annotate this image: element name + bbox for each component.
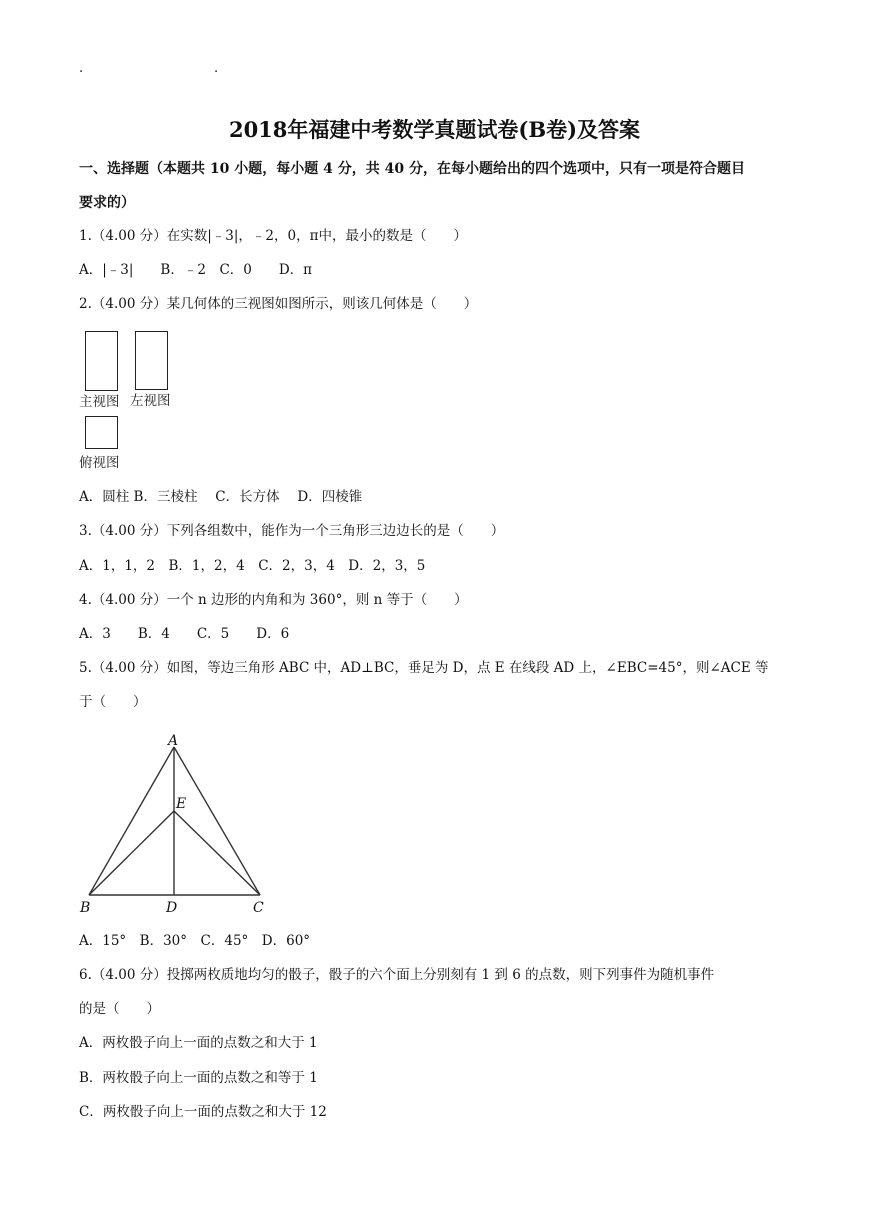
document-title: 2018年福建中考数学真题试卷(B卷)及答案 [228,117,641,142]
section-heading-line1: 一、选择题（本题共 10 小题，每小题 4 分，共 40 分，在每小题给出的四个选项中，只有一项是符合题目 [79,161,745,177]
label-c: C [253,900,264,916]
question-4-options: A．3 B．4 C．5 D．6 [79,626,290,642]
question-6-option-a: A．两枚骰子向上一面的点数之和大于 1 [79,1035,318,1051]
label-a: A [168,733,179,749]
label-b: B [80,900,91,916]
question-3-options: A．1，1，2 B．1，2，4 C．2，3，4 D．2，3，5 [79,558,426,574]
question-5-stem-line2: 于（ ） [79,694,147,710]
question-5-stem-line1: 5.（4.00 分）如图，等边三角形 ABC 中，AD⊥BC，垂足为 D，点 E 在线段 AD 上，∠EBC=45°，则∠ACE 等 [79,660,769,676]
question-6-stem-line2: 的是（ ） [79,1001,160,1017]
question-1-stem: 1.（4.00 分）在实数|﹣3|，﹣2，0，π中，最小的数是（ ） [79,228,467,244]
header-dot-left: . [79,61,84,76]
question-6-option-b: B．两枚骰子向上一面的点数之和等于 1 [79,1070,318,1086]
question-6-option-c: C．两枚骰子向上一面的点数之和大于 12 [79,1104,327,1120]
label-e: E [176,796,187,812]
front-view-caption: 主视图 [79,394,120,410]
question-5-options: A．15° B．30° C．45° D．60° [79,933,311,949]
question-4-stem: 4.（4.00 分）一个 n 边形的内角和为 360°，则 n 等于（ ） [79,592,468,608]
question-1-options: A．|﹣3| B．﹣2 C．0 D．π [79,262,313,278]
segment-ce [174,811,260,895]
question-2-stem: 2.（4.00 分）某几何体的三视图如图所示，则该几何体是（ ） [79,296,478,312]
question-3-stem: 3.（4.00 分）下列各组数中，能作为一个三角形三边边长的是（ ） [79,523,505,539]
section-heading-line2: 要求的） [79,195,135,211]
question-2-options: A．圆柱 B．三棱柱 C．长方体 D．四棱锥 [79,489,363,505]
left-view-caption: 左视图 [130,393,171,409]
header-dot-right: . [214,61,219,76]
side-ac [174,747,260,895]
top-view-caption: 俯视图 [79,455,120,471]
question-6-stem-line1: 6.（4.00 分）投掷两枚质地均匀的骰子，骰子的六个面上分别刻有 1 到 6 的点数，则下列事件为随机事件 [79,967,715,983]
label-d: D [166,900,178,916]
segment-be [89,811,174,895]
side-ab [89,747,174,895]
